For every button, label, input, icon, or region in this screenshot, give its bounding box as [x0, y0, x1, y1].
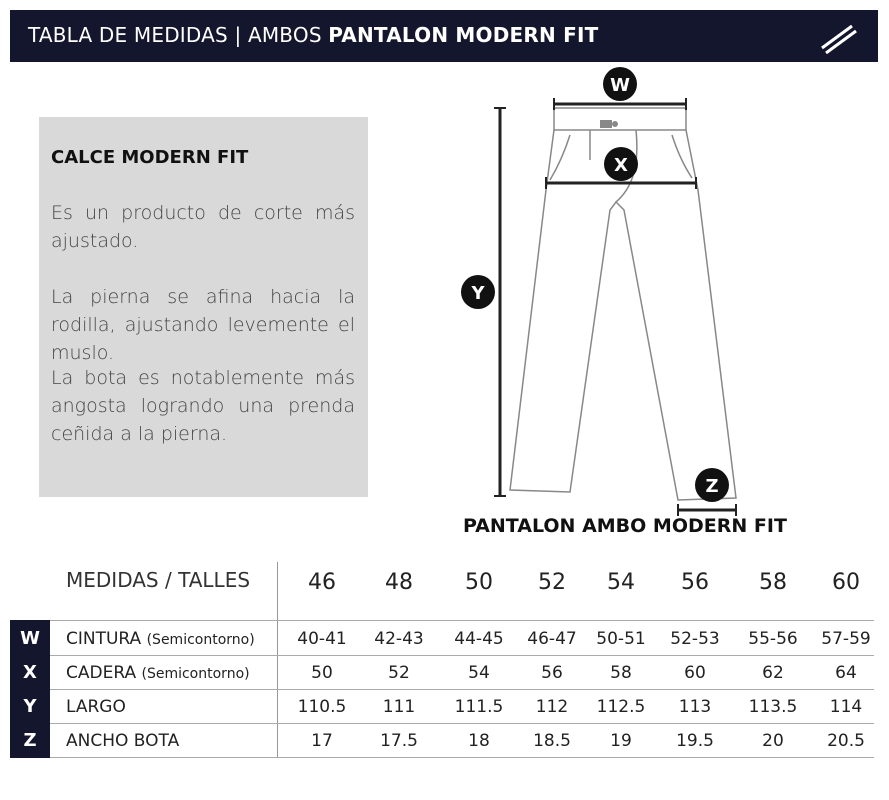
measure-letter-column [10, 620, 50, 758]
table-header-label: MEDIDAS / TALLES [66, 568, 251, 592]
table-cell: 58 [610, 663, 632, 683]
table-cell: 50-51 [596, 629, 646, 649]
table-cell: 19 [610, 731, 632, 751]
table-row-label [66, 663, 250, 683]
table-cell: 113 [678, 697, 712, 717]
table-cell: 112.5 [596, 697, 646, 717]
page-header [10, 10, 878, 62]
w-label: W [610, 75, 630, 96]
row-letter-z: Z [23, 730, 37, 751]
table-cell: 56 [541, 663, 563, 683]
table-row-label [66, 697, 126, 717]
table-cell: 20.5 [827, 731, 865, 751]
table-cell: 111 [382, 697, 416, 717]
table-cell: 20 [762, 731, 784, 751]
table-cell: 114 [829, 697, 863, 717]
table-cell: 44-45 [454, 629, 504, 649]
table-cell: 112 [535, 697, 569, 717]
table-rule [50, 655, 874, 656]
double-slash-logo [818, 20, 858, 54]
size-46: 46 [308, 570, 336, 595]
table-cell: 57-59 [821, 629, 871, 649]
row-letter-x: X [23, 662, 37, 683]
size-54: 54 [607, 570, 635, 595]
title-prefix: TABLA DE MEDIDAS | AMBOS [28, 23, 329, 47]
size-50: 50 [465, 570, 493, 595]
row-label-text: LARGO [66, 697, 126, 717]
fit-paragraph-2: La pierna se afina hacia la rodilla, ajustando levemente el muslo. [51, 286, 355, 364]
table-rule [50, 689, 874, 690]
table-rule [50, 723, 874, 724]
table-cell: 113.5 [748, 697, 798, 717]
fit-description-panel [39, 117, 368, 497]
table-cell: 64 [835, 663, 857, 683]
size-48: 48 [385, 570, 413, 595]
page-title [28, 23, 598, 47]
table-cell: 17.5 [380, 731, 418, 751]
table-cell: 42-43 [374, 629, 424, 649]
table-cell: 40-41 [297, 629, 347, 649]
row-label-text: ANCHO BOTA [66, 731, 180, 751]
table-cell: 18.5 [533, 731, 571, 751]
y-label: Y [471, 283, 485, 304]
row-letter-w: W [20, 628, 40, 649]
table-cell: 50 [311, 663, 333, 683]
table-cell: 54 [468, 663, 490, 683]
row-label-text: CINTURA [66, 629, 142, 649]
diagram-caption: PANTALON AMBO MODERN FIT [463, 515, 787, 537]
size-52: 52 [538, 570, 566, 595]
title-product: PANTALON MODERN FIT [328, 23, 599, 47]
table-rule [50, 620, 874, 621]
pants-diagram [440, 60, 800, 530]
fit-heading: CALCE MODERN FIT [51, 147, 249, 168]
table-cell: 110.5 [297, 697, 347, 717]
row-label-text: CADERA [66, 663, 137, 683]
fit-paragraph-3: La bota es notablemente más angosta logrando una prenda ceñida a la pierna. [51, 367, 355, 445]
table-cell: 52 [388, 663, 410, 683]
row-label-note: (Semicontorno) [141, 666, 250, 682]
table-cell: 55-56 [748, 629, 798, 649]
table-cell: 18 [468, 731, 490, 751]
size-58: 58 [759, 570, 787, 595]
fit-paragraph-1: Es un producto de corte más ajustado. [51, 202, 355, 252]
table-cell: 62 [762, 663, 784, 683]
table-divider [277, 562, 278, 758]
table-cell: 52-53 [670, 629, 720, 649]
row-letter-y: Y [23, 696, 37, 717]
x-label: X [614, 155, 628, 176]
table-rule [50, 757, 874, 758]
table-row-label [66, 731, 179, 751]
table-cell: 46-47 [527, 629, 577, 649]
row-label-note: (Semicontorno) [146, 632, 255, 648]
table-cell: 111.5 [454, 697, 504, 717]
table-cell: 60 [684, 663, 706, 683]
z-label: Z [705, 476, 719, 497]
table-row-label [66, 629, 255, 649]
table-cell: 19.5 [676, 731, 714, 751]
size-60: 60 [832, 570, 860, 595]
size-56: 56 [681, 570, 709, 595]
table-cell: 17 [311, 731, 333, 751]
